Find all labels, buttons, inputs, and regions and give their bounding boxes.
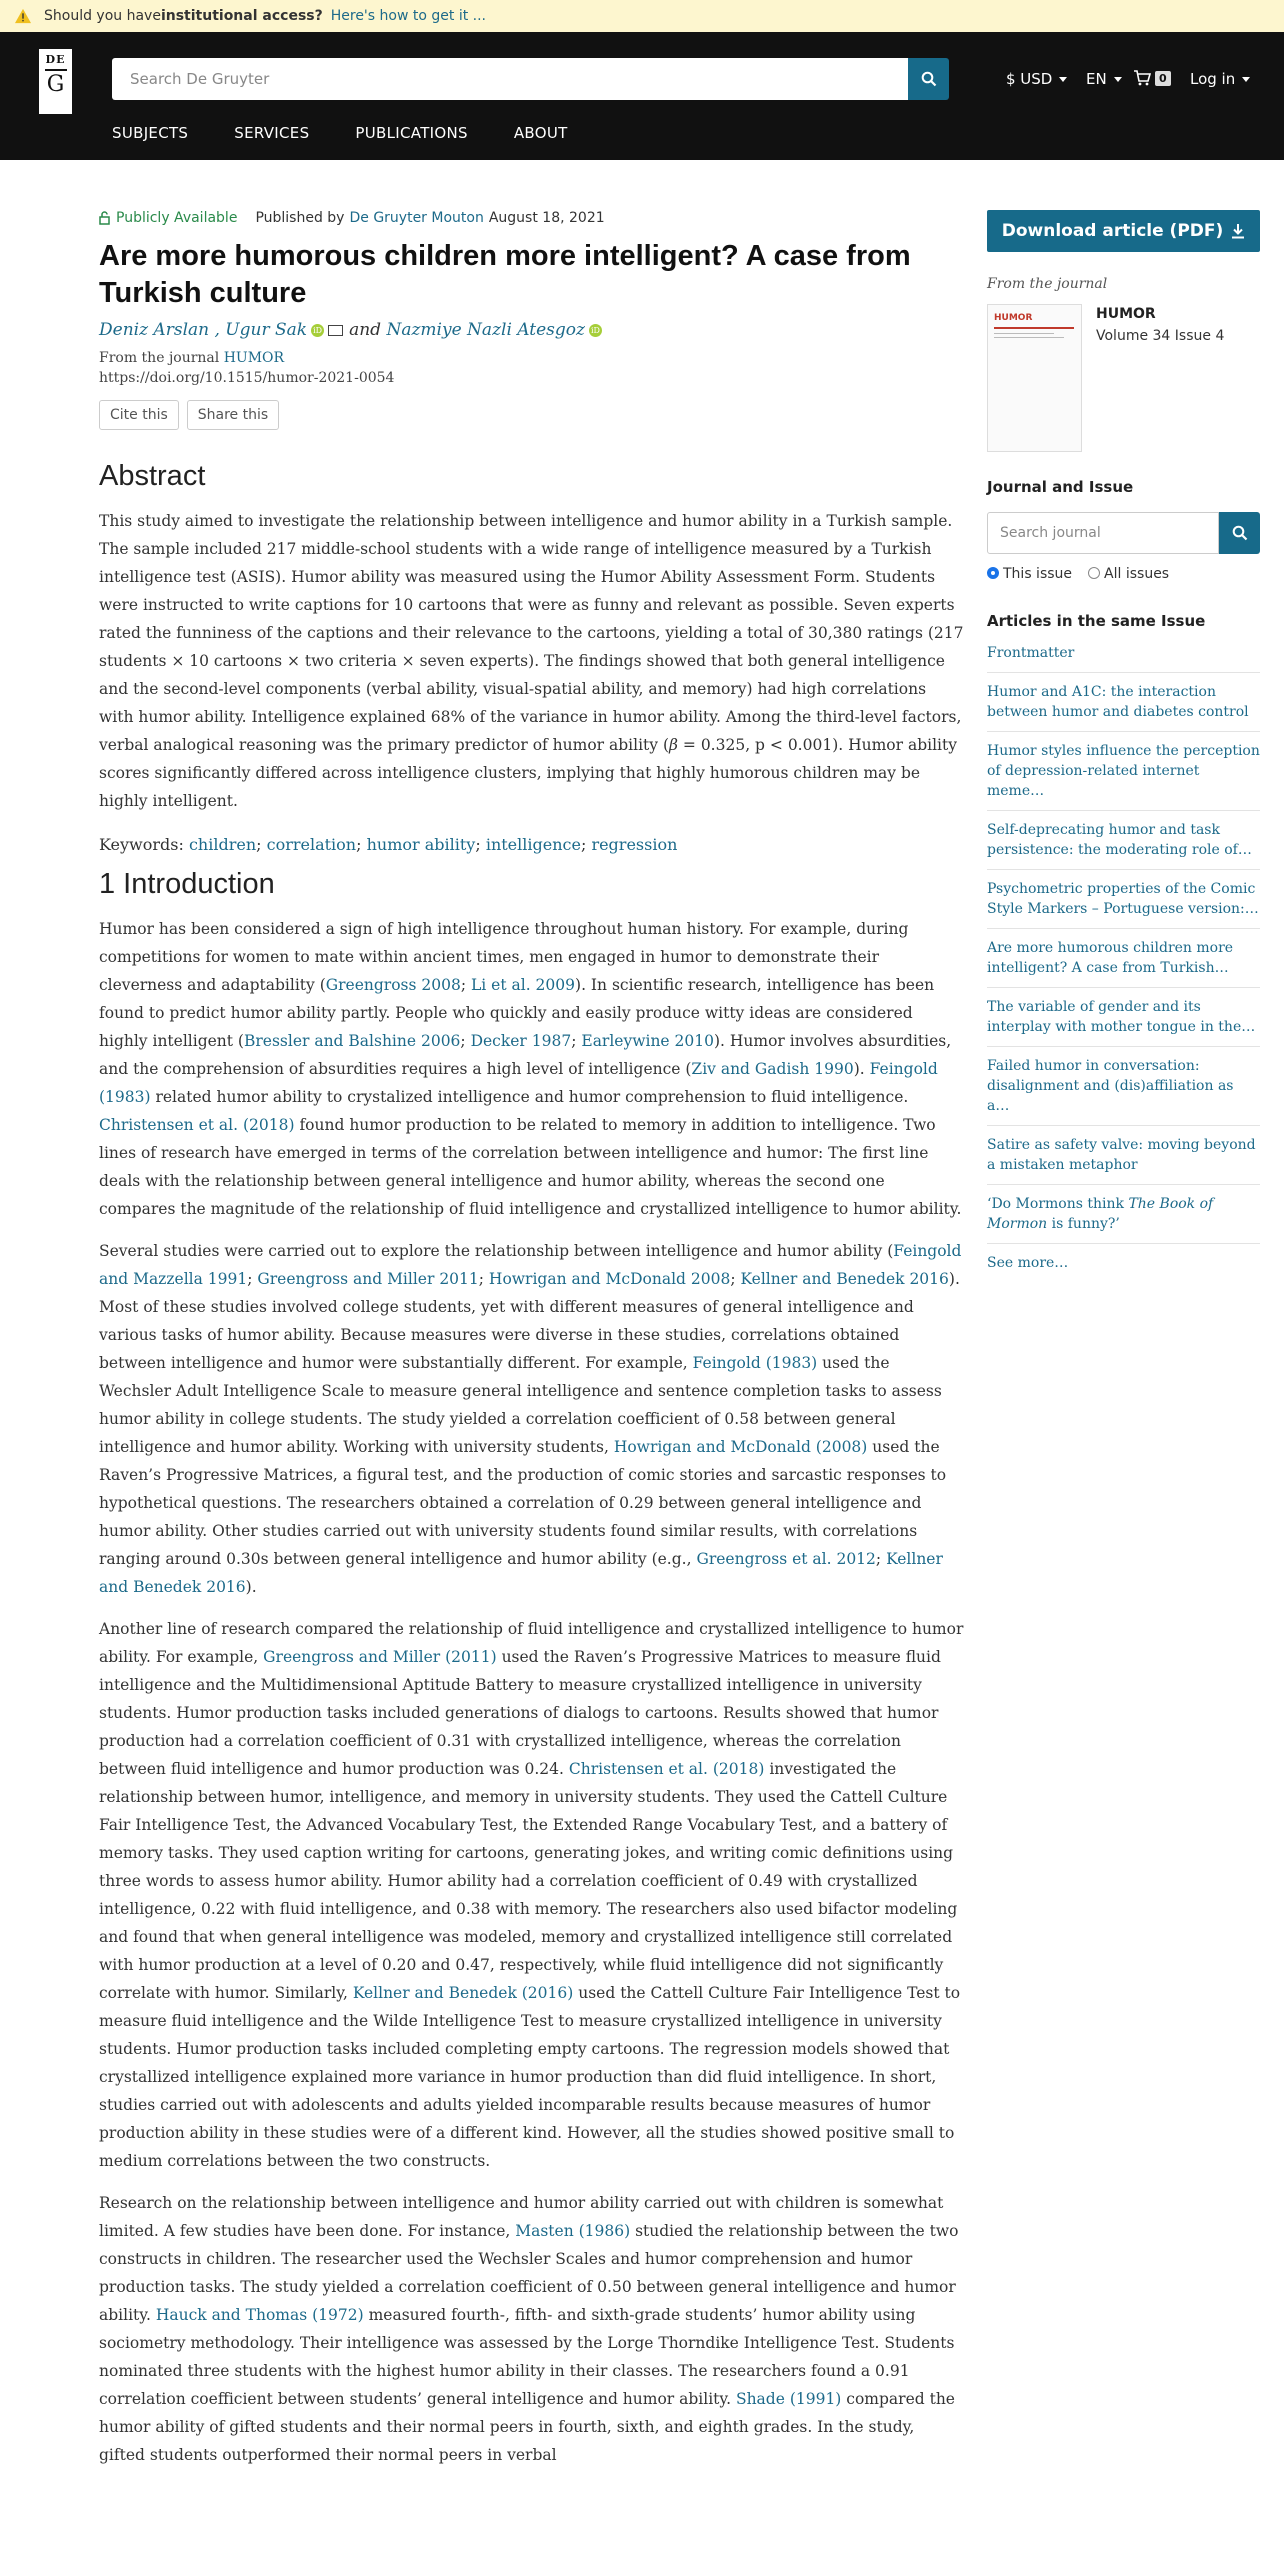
- citation-link[interactable]: Kellner and Benedek 2016: [99, 1550, 943, 1596]
- issue-article-link[interactable]: Psychometric properties of the Comic Style Markers – Portuguese version:…: [987, 870, 1260, 929]
- issue-article-link[interactable]: ‘Do Mormons think The Book of Mormon is funny?’: [987, 1185, 1260, 1244]
- site-search-input[interactable]: Search De Gruyter: [112, 58, 908, 100]
- site-search-button[interactable]: [908, 58, 949, 100]
- keyword-link[interactable]: regression: [591, 835, 678, 854]
- same-issue-heading: Articles in the same Issue: [987, 612, 1206, 630]
- citation-link[interactable]: Shade (1991): [735, 2390, 842, 2408]
- citation-link[interactable]: Greengross 2008: [325, 976, 461, 994]
- issue-article-link[interactable]: Satire as safety valve: moving beyond a mistaken metaphor: [987, 1126, 1260, 1185]
- main-nav: [112, 124, 614, 142]
- availability-badge: Publicly Available: [99, 210, 237, 226]
- site-header: [0, 32, 1284, 160]
- journal-search-input[interactable]: Search journal: [987, 512, 1219, 554]
- issue-article-link[interactable]: Self-deprecating humor and task persistence: the moderating role of…: [987, 811, 1260, 870]
- download-pdf-button[interactable]: Download article (PDF): [987, 210, 1260, 252]
- intro-paragraph-4: Research on the relationship between intelligence and humor ability carried out with children is somewhat limited. A few studies have been done. For instance, Masten (1986) studied the relationship between the two constructs in children. The researcher used the Wechsler Scales and humor comprehension and humor production tasks. The study yielded a correlation coefficient of 0.50 between general intelligence and humor ability. Hauck and Thomas (1972) measured fourth-, fifth- and sixth-grade students’ humor ability using sociometry methodology. Their intelligence was assessed by the Lorge Thorndike Intelligence Test. Students nominated three students with the highest humor ability in their classes. The researchers found a 0.91 correlation coefficient between students’ general intelligence and humor ability. Shade (1991) compared the humor ability of gifted students and their normal peers in fourth, sixth, and eighth grades. In the study, gifted students outperformed their normal peers in verbal: [99, 2194, 959, 2464]
- article-sidebar: [987, 210, 1260, 1282]
- citation-link[interactable]: Christensen et al. (2018): [99, 1116, 295, 1134]
- orcid-icon[interactable]: iD: [311, 324, 324, 337]
- degruyter-logo[interactable]: DE G: [39, 49, 72, 114]
- email-icon[interactable]: [328, 325, 343, 336]
- nav-publications[interactable]: PUBLICATIONS: [355, 124, 468, 142]
- nav-subjects[interactable]: SUBJECTS: [112, 124, 189, 142]
- issue-article-link[interactable]: Humor and A1C: the interaction between humor and diabetes control: [987, 673, 1260, 732]
- journal-issue-heading: Journal and Issue: [987, 478, 1134, 496]
- banner-bold: institutional access?: [160, 8, 323, 24]
- open-lock-icon: [99, 211, 110, 225]
- citation-link[interactable]: Earleywine 2010: [581, 1032, 714, 1050]
- keyword-link[interactable]: humor ability: [366, 835, 476, 854]
- banner-link[interactable]: Here's how to get it ...: [330, 8, 486, 24]
- nav-about[interactable]: ABOUT: [513, 124, 568, 142]
- chevron-down-icon: [1114, 77, 1122, 82]
- login-button[interactable]: Log in: [1190, 70, 1250, 88]
- cart-button[interactable]: [1133, 70, 1171, 86]
- doi[interactable]: https://doi.org/10.1515/humor-2021-0054: [99, 370, 395, 386]
- citation-link[interactable]: Howrigan and McDonald (2008): [613, 1438, 868, 1456]
- radio-all-issues[interactable]: All issues: [1088, 566, 1169, 582]
- language-select[interactable]: EN: [1086, 70, 1122, 88]
- journal-link[interactable]: HUMOR: [223, 350, 285, 366]
- cart-count-badge: 0: [1155, 71, 1171, 86]
- publisher-link[interactable]: De Gruyter Mouton: [349, 210, 484, 226]
- issue-article-link[interactable]: Failed humor in conversation: disalignment and (dis)affiliation as a…: [987, 1047, 1260, 1126]
- citation-link[interactable]: Howrigan and McDonald 2008: [488, 1270, 731, 1288]
- keyword-link[interactable]: correlation: [266, 835, 357, 854]
- intro-paragraph-2: Several studies were carried out to explore the relationship between intelligence and humor ability (Feingold and Mazzella 1991; Greengross and Miller 2011; Howrigan and McDonald 2008; Kellner and Benedek 2016). Most of these studies involved college students, yet with different measures of general intelligence and various tasks of humor ability. Because measures were diverse in these studies, correlations obtained between intelligence and humor were substantially different. For example, Feingold (1983) used the Wechsler Adult Intelligence Scale to measure general intelligence and sentence completion tasks to assess humor ability in college students. The study yielded a correlation coefficient of 0.58 between general intelligence and humor ability. Working with university students, Howrigan and McDonald (2008) used the Raven’s Progressive Matrices, a figural test, and the production of comic stories and sarcastic responses to hypothetical questions. The researchers obtained a correlation of 0.29 between general intelligence and humor ability. Other studies carried out with university students found similar results, with correlations ranging around 0.30s between general intelligence and humor ability (e.g., Greengross et al. 2012; Kellner and Benedek 2016).: [99, 1242, 962, 1596]
- chevron-down-icon: [1242, 77, 1250, 82]
- radio-this-issue[interactable]: This issue: [987, 566, 1072, 582]
- see-more-link[interactable]: See more…: [987, 1255, 1069, 1271]
- issue-article-link[interactable]: The variable of gender and its interplay with mother tongue in the…: [987, 988, 1260, 1047]
- introduction-heading: 1 Introduction: [99, 868, 275, 900]
- chevron-down-icon: [1059, 77, 1067, 82]
- download-icon: [1231, 223, 1245, 239]
- abstract-heading: Abstract: [99, 460, 206, 492]
- nav-services[interactable]: SERVICES: [234, 124, 310, 142]
- citation-link[interactable]: Masten (1986): [515, 2222, 631, 2240]
- author-link[interactable]: , Ugur Sak: [214, 320, 308, 340]
- citation-link[interactable]: Feingold and Mazzella 1991: [99, 1242, 962, 1288]
- keywords: Keywords: children; correlation; humor ability; intelligence; regression: [99, 835, 678, 854]
- issue-article-link[interactable]: Humor styles influence the perception of depression-related internet meme…: [987, 732, 1260, 811]
- intro-paragraph-3: Another line of research compared the relationship of fluid intelligence and crystallized intelligence to humor ability. For example, Greengross and Miller (2011) used the Raven’s Progressive Matrices to measure fluid intelligence and the Multidimensional Aptitude Battery to measure crystallized intelligence in university students. Humor production tasks included generations of dialogs to cartoons. Results showed that humor production had a correlation coefficient of 0.31 with crystallized intelligence, whereas the correlation between fluid intelligence and humor production was 0.24. Christensen et al. (2018) investigated the relationship between humor, intelligence, and memory in university students. They used the Cattell Culture Fair Intelligence Test, the Advanced Vocabulary Test, the Extended Range Vocabulary Test, and a battery of memory tasks. They used caption writing for cartoons, generating jokes, and writing comic definitions using three words to assess humor ability. Humor ability had a correlation coefficient of 0.49 with crystallized intelligence, 0.22 with fluid intelligence, and 0.38 with memory. The researchers also used bifactor modeling and found that when general intelligence was modeled, memory and crystallized intelligence still correlated with humor production at a level of 0.20 and 0.47, respectively, while fluid intelligence did not significantly correlate with humor. Similarly, Kellner and Benedek (2016) used the Cattell Culture Fair Intelligence Test to measure fluid intelligence and the Wilde Intelligence Test to measure crystallized intelligence in university students. Humor production tasks included completing empty cartoons. The regression models showed that crystallized intelligence explained more variance in humor production than did fluid intelligence. In short, studies carried out with adolescents and adults yielded incomparable results because measures of humor production ability in these studies were of a different kind. However, all the studies showed positive small to medium correlations between the two constructs.: [99, 1620, 964, 2170]
- intro-paragraph-1: Humor has been considered a sign of high intelligence throughout human history. For example, during competitions for women to mate within ancient times, men engaged in humor to demonstrate their cleverness and adaptability (Greengross 2008; Li et al. 2009). In scientific research, intelligence has been found to predict humor ability partly. People who quickly and easily produce witty ideas are considered highly intelligent (Bressler and Balshine 2006; Decker 1987; Earleywine 2010). Humor involves absurdities, and the comprehension of absurdities requires a high level of intelligence (Ziv and Gadish 1990). Feingold (1983) related humor ability to crystalized intelligence and humor comprehension to fluid intelligence. Christensen et al. (2018) found humor production to be related to memory in addition to intelligence. Two lines of research have emerged in terms of the correlation between intelligence and humor: The first line deals with the relationship between general intelligence and humor ability, whereas the second one compares the magnitude of the relationship of fluid intelligence and crystallized intelligence to humor ability.: [99, 920, 962, 1218]
- journal-cover-image[interactable]: HUMOR: [987, 304, 1082, 452]
- citation-link[interactable]: Li et al. 2009: [471, 976, 576, 994]
- citation-link[interactable]: Decker 1987: [470, 1032, 572, 1050]
- keyword-link[interactable]: intelligence: [485, 835, 581, 854]
- article-main: [99, 210, 965, 2469]
- citation-link[interactable]: Bressler and Balshine 2006: [243, 1032, 461, 1050]
- warning-icon: [14, 8, 32, 24]
- author-list: Deniz Arslan , Ugur Sak iD and Nazmiye Nazli Atesgoz iD: [99, 320, 965, 340]
- journal-search-button[interactable]: [1219, 512, 1260, 554]
- citation-link[interactable]: Feingold (1983): [692, 1354, 818, 1372]
- citation-link[interactable]: Kellner and Benedek (2016): [352, 1984, 574, 2002]
- author-link[interactable]: Nazmiye Nazli Atesgoz: [386, 320, 585, 340]
- banner-prefix: Should you have: [44, 8, 161, 24]
- citation-link[interactable]: Greengross et al. 2012: [696, 1550, 876, 1568]
- orcid-icon[interactable]: iD: [589, 324, 602, 337]
- search-icon: [921, 71, 937, 87]
- issue-article-link[interactable]: Frontmatter: [987, 634, 1260, 673]
- published-by-label: Published by: [255, 210, 345, 226]
- from-journal: From the journal HUMOR: [99, 350, 285, 366]
- cite-button[interactable]: Cite this: [99, 400, 179, 430]
- institutional-access-banner: [0, 0, 1284, 32]
- search-icon: [1232, 525, 1248, 541]
- keyword-link[interactable]: children: [188, 835, 257, 854]
- currency-select[interactable]: $ USD: [1006, 70, 1067, 88]
- citation-link[interactable]: Greengross and Miller (2011): [263, 1648, 497, 1666]
- author-link[interactable]: Deniz Arslan: [99, 320, 210, 340]
- article-title: Are more humorous children more intelligent? A case from Turkish culture: [99, 240, 911, 309]
- issue-article-link[interactable]: Are more humorous children more intelligent? A case from Turkish…: [987, 929, 1260, 988]
- citation-link[interactable]: Christensen et al. (2018): [568, 1760, 765, 1778]
- citation-link[interactable]: Feingold (1983): [99, 1060, 938, 1106]
- article-meta: [99, 210, 965, 226]
- cart-icon: [1133, 70, 1151, 86]
- citation-link[interactable]: Ziv and Gadish 1990: [691, 1060, 854, 1078]
- citation-link[interactable]: Hauck and Thomas (1972): [155, 2306, 364, 2324]
- publication-date: August 18, 2021: [488, 210, 605, 226]
- from-journal-label: From the journal: [987, 276, 1108, 292]
- citation-link[interactable]: Kellner and Benedek 2016: [740, 1270, 949, 1288]
- share-button[interactable]: Share this: [187, 400, 279, 430]
- abstract-text: This study aimed to investigate the relationship between intelligence and humor ability in a Turkish sample. The sample included 217 middle-school students with a wide range of intelligence measured by a Turkish intelligence test (ASIS). Humor ability was measured using the Humor Ability Assessment Form. Students were instructed to write captions for 10 cartoons that were as funny and relevant as possible. Seven experts rated the funniness of the captions and their relevance to the cartoons, yielding a total of 30,380 ratings (217 students × 10 cartoons × two criteria × seven experts). The findings showed that both general intelligence and the second-level components (verbal ability, visual-spatial ability, and memory) had high correlations with humor ability. Intelligence explained 68% of the variance in humor ability. Among the third-level factors, verbal analogical reasoning was the primary predictor of humor ability (β = 0.325, p < 0.001). Humor ability scores significantly differed across intelligence clusters, implying that highly humorous children may be highly intelligent.: [99, 512, 964, 810]
- journal-name[interactable]: HUMOR: [1096, 306, 1156, 322]
- citation-link[interactable]: Greengross and Miller 2011: [257, 1270, 479, 1288]
- journal-volume[interactable]: Volume 34 Issue 4: [1096, 328, 1225, 344]
